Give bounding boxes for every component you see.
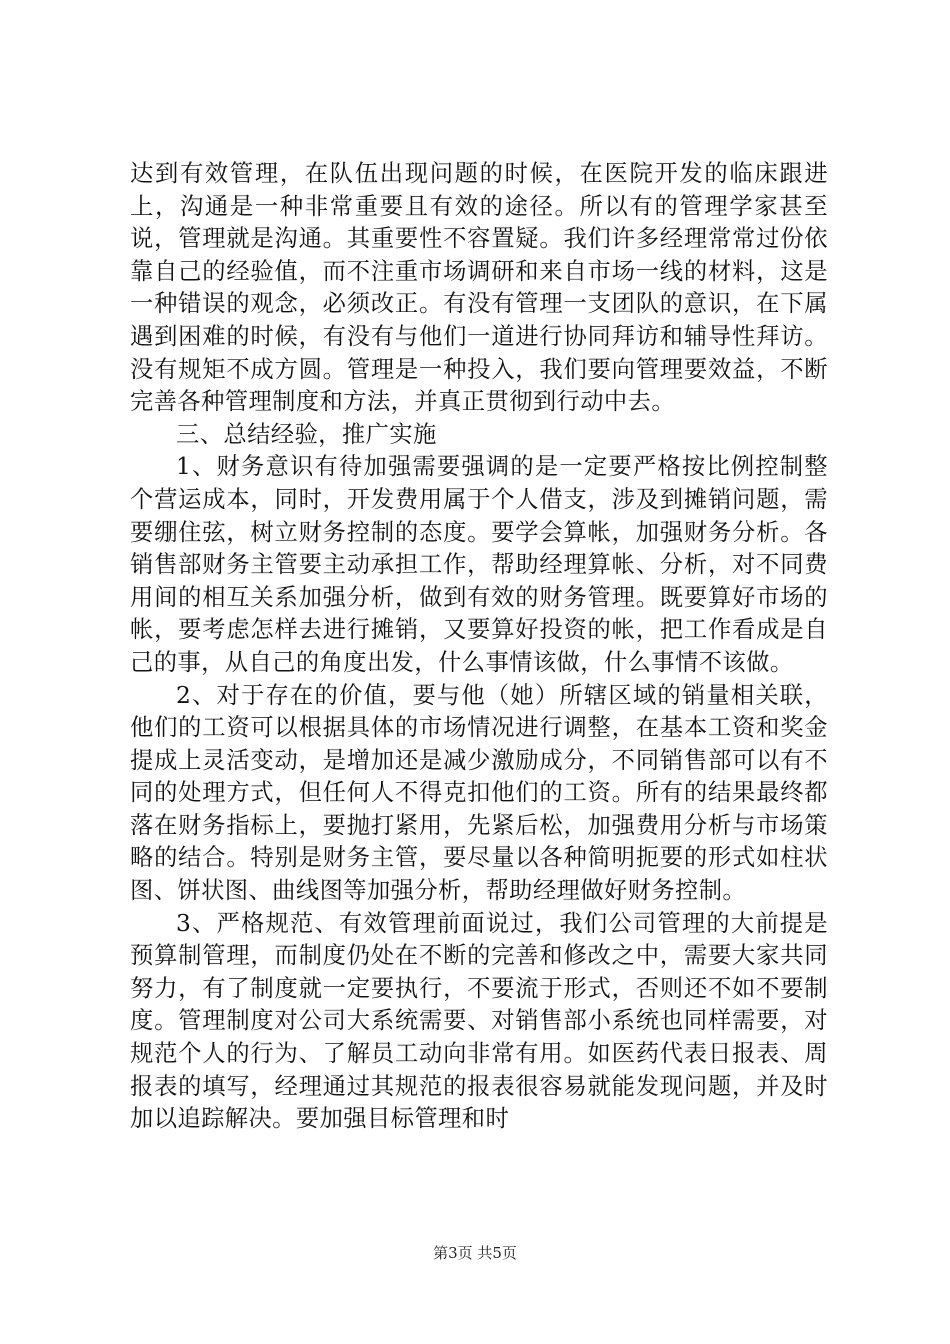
section-heading: 三、总结经验，推广实施 (176, 420, 437, 448)
paragraph-finance-awareness: 1、财务意识有待加强需要强调的是一定要严格按比例控制整个营运成本，同时，开发费用属于个人借支，涉及到摊销问题，需要绷住弦，树立财务控制的态度。要学会算帐，加强财务分析。各销售部财务主管要主动承担工作，帮助经理算帐、分析，对不同费用间的相互关系加强分析，做到有效的财务管理。既要算好市场的帐，要考虑怎样去进行摊销，又要算好投资的帐，把工作看成是自己的事，从自己的角度出发，什么事情该做，什么事情不该做。 (130, 453, 828, 676)
paragraph-continuation: 达到有效管理，在队伍出现问题的时候，在医院开发的临床跟进上，沟通是一种非常重要且有效的途径。所以有的管理学家甚至说，管理就是沟通。其重要性不容置疑。我们许多经理常常过份依靠自己的经验值，而不注重市场调研和来自市场一线的材料，这是一种错误的观念，必须改正。有没有管理一支团队的意识，在下属遇到困难的时候，有没有与他们一道进行协同拜访和辅导性拜访。没有规矩不成方圆。管理是一种投入，我们要向管理要效益，不断完善各种管理制度和方法，并真正贯彻到行动中去。 (130, 160, 828, 416)
page-number-footer: 第3页 共5页 (433, 1244, 517, 1262)
document-body (130, 158, 828, 1136)
paragraph-standard-management: 3、严格规范、有效管理前面说过，我们公司管理的大前提是预算制管理，而制度仍处在不断的完善和修改之中，需要大家共同努力，有了制度就一定要执行，不要流于形式，否则还不如不要制度。管理制度对公司大系统需要、对销售部小系统也同样需要，对规范个人的行为、了解员工动向非常有用。如医药代表日报表、周报表的填写，经理通过其规范的报表很容易就能发现问题，并及时加以追踪解决。要加强目标管理和时 (130, 909, 828, 1133)
paragraph-salary-value: 2、对于存在的价值，要与他（她）所辖区域的销量相关联，他们的工资可以根据具体的市场情况进行调整，在基本工资和奖金提成上灵活变动，是增加还是减少激励成分，不同销售部可以有不同的处理方式，但任何人不得克扣他们的工资。所有的结果最终都落在财务指标上，要抛打紧用，先紧后松，加强费用分析与市场策略的结合。特别是财务主管，要尽量以各种简明扼要的形式如柱状图、饼状图、曲线图等加强分析，帮助经理做好财务控制。 (130, 681, 828, 905)
